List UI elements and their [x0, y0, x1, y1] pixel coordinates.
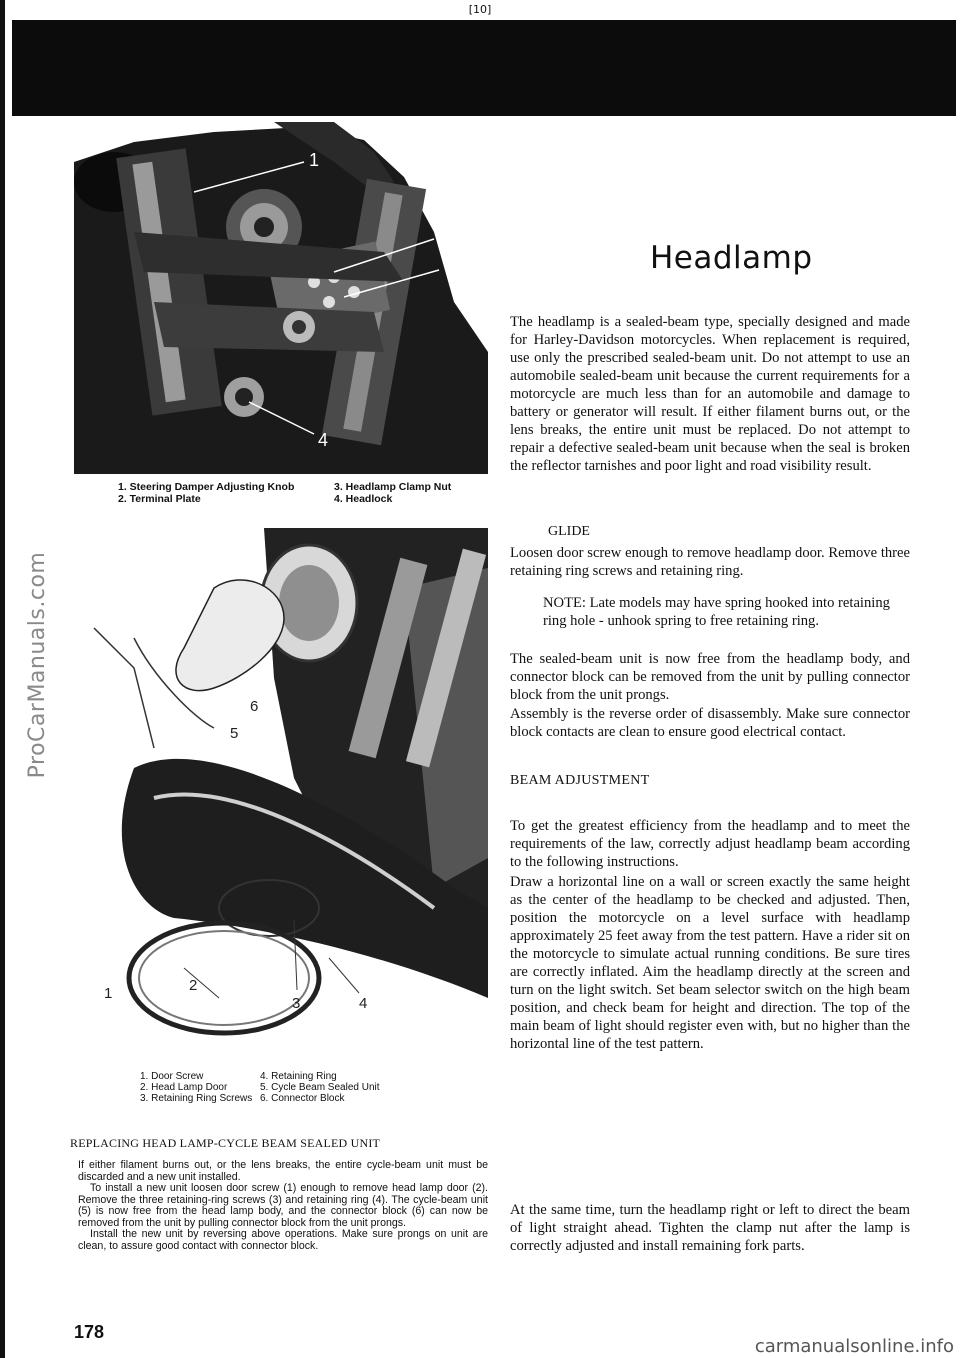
caption-item: 3. Headlamp Clamp Nut: [334, 481, 452, 493]
note-paragraph: NOTE: Late models may have spring hooked into retaining ring hole - unhook spring to free retaining ring.: [543, 595, 890, 629]
free-paragraph: [510, 650, 910, 704]
fig1-callout-1: 1: [309, 150, 320, 170]
beam-intro-text: To get the greatest efficiency from the headlamp and to meet the requirements of the law, correctly adjust headlamp beam according to the following instructions.: [510, 818, 910, 870]
beam-adjustment-heading: BEAM ADJUSTMENT: [510, 773, 650, 788]
fig1-callout-4: 4: [318, 430, 329, 450]
page-number-top: [10]: [468, 3, 492, 16]
replacing-section-title: REPLACING HEAD LAMP-CYCLE BEAM SEALED UNIT: [70, 1136, 381, 1150]
removal-text: Loosen door screw enough to remove headlamp door. Remove three retaining ring screws and retaining ring.: [510, 545, 910, 579]
assembly-text: Assembly is the reverse order of disassembly. Make sure connector block contacts are clean to ensure good electrical contact.: [510, 706, 910, 740]
fig1-callout-2: 2: [444, 231, 455, 251]
replacing-paragraph: Install the new unit by reversing above operations. Make sure prongs on unit are clean, to assure good contact with connector block.: [78, 1228, 488, 1252]
caption-item: 3. Retaining Ring Screws: [140, 1093, 253, 1104]
free-text: The sealed-beam unit is now free from the headlamp body, and connector block can be removed from the unit by pulling connector block from the unit prongs.: [510, 651, 910, 703]
side-watermark: ProCarManuals.com: [25, 551, 50, 779]
caption-item: 2. Terminal Plate: [118, 493, 201, 505]
section-title: Headlamp: [650, 240, 813, 276]
removal-paragraph: [510, 544, 910, 580]
fig2-callout-6: 6: [250, 698, 259, 715]
caption-item: 6. Connector Block: [260, 1093, 345, 1104]
figure1-caption-right: [334, 481, 451, 505]
beam-intro-paragraph: [510, 817, 910, 871]
assembly-paragraph: [510, 705, 910, 741]
replacing-paragraph: If either filament burns out, or the lens breaks, the entire cycle-beam unit must be discarded and a new unit installed.: [78, 1159, 488, 1183]
fig2-callout-5: 5: [230, 725, 239, 742]
fig2-callout-2: 2: [189, 977, 198, 994]
replacing-paragraph: To install a new unit loosen door screw (1) enough to remove head lamp door (2). Remove the three retaining-ring screws (3) and retaining ring (4). The cycle-beam unit (5) is now free from the head lamp body, and the connector block (6) can now be removed from the unit by pulling connector block from the unit prongs.: [78, 1182, 488, 1229]
figure1-caption-left: [118, 481, 294, 505]
fig2-callout-3: 3: [292, 995, 301, 1012]
replacing-section-body: [78, 1160, 488, 1252]
intro-paragraph: [510, 313, 910, 475]
page-edge-rule: [0, 0, 5, 1358]
fig2-callout-4: 4: [359, 995, 368, 1012]
figure-headlamp-disassembly-photo: [74, 528, 488, 1063]
beam-steps-paragraph: [510, 873, 910, 1053]
caption-item: 4. Retaining Ring: [260, 1071, 337, 1082]
caption-item: 1. Door Screw: [140, 1071, 204, 1082]
caption-item: 1. Steering Damper Adjusting Knob: [118, 481, 295, 493]
caption-item: 2. Head Lamp Door: [140, 1082, 228, 1093]
bottom-watermark: carmanualsonline.info: [754, 1336, 954, 1357]
figure2-caption-right: [260, 1071, 380, 1104]
fig2-callout-1: 1: [104, 985, 113, 1002]
fig1-callout-3: 3: [446, 262, 457, 282]
model-subheading: GLIDE: [548, 524, 590, 539]
header-black-bar: [12, 20, 956, 116]
beam-steps-text: Draw a horizontal line on a wall or screen exactly the same height as the center of the headlamp to be checked and adjusted. Then, position the motorcycle on a level surface with headlamp approximately 25 feet away from the test pattern. Have a rider sit on the motorcycle to simulate actual running conditions. Be sure tires are correctly inflated. Aim the headlamp directly at the screen and turn on the light switch. Set beam selector switch on the high beam position, and check beam for height and direction. The top of the main beam of light should register even with, but no higher than the horizontal line of the test pattern.: [510, 874, 910, 1052]
final-paragraph: [510, 1201, 910, 1255]
caption-item: 5. Cycle Beam Sealed Unit: [260, 1082, 380, 1093]
final-text: At the same time, turn the headlamp right or left to direct the beam of light straight ahead. Tighten the clamp nut after the lamp is correctly adjusted and install remaining fork parts.: [510, 1202, 910, 1254]
intro-text: The headlamp is a sealed-beam type, specially designed and made for Harley-Davidson motorcycles. When replacement is required, use only the prescribed sealed-beam unit. Do not attempt to use an automobile sealed-beam unit because the current requirements for a motorcycle are much less than for an automobile and damage to battery or generator will result. If either filament burns out, or the lens breaks, the entire unit must be replaced. Do not attempt to repair a defective sealed-beam unit because when the seal is broken the reflector tarnishes and poor light and road visibility result.: [510, 314, 910, 474]
figure2-caption-left: [140, 1071, 252, 1104]
page-number-bottom: 178: [74, 1322, 105, 1342]
caption-item: 4. Headlock: [334, 493, 393, 505]
figure-steering-head-photo: [74, 122, 488, 474]
